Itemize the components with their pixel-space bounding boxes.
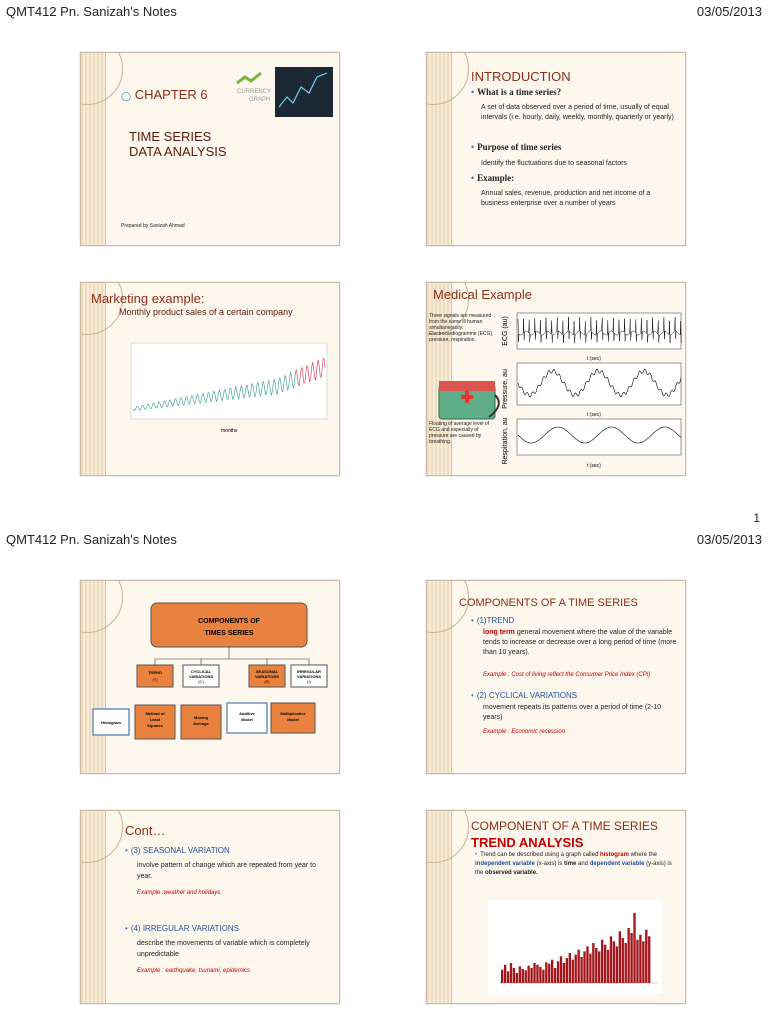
seasonal-heading: • (3) SEASONAL VARIATION	[125, 846, 230, 855]
histogram-bar	[525, 970, 527, 983]
seasonal-text: involve pattern of change which are repeated from year to year.	[137, 862, 316, 880]
histogram-bar	[516, 973, 518, 983]
histogram-bar	[610, 936, 612, 983]
histogram-bar	[536, 965, 538, 983]
question-1: • What is a time series?	[471, 87, 562, 97]
svg-text:Multiplicative: Multiplicative	[280, 711, 306, 716]
histogram-bar	[639, 935, 641, 983]
histogram-bar	[572, 960, 574, 983]
slide-title: TIME SERIES DATA ANALYSIS	[129, 129, 227, 159]
irregular-text: describe the movements of variable which is completely unpredictable	[137, 940, 310, 958]
svg-text:ECG (au): ECG (au)	[502, 316, 509, 346]
svg-text:t (sec): t (sec)	[587, 412, 601, 418]
header-left: QMT412 Pn. Sanizah's Notes	[6, 532, 177, 547]
histogram-bar	[507, 971, 509, 983]
page-number: 1	[753, 511, 760, 525]
histogram-bar	[560, 956, 562, 983]
cyclical-text: movement repeats its patterns over a period of time (2-10 years)	[483, 704, 662, 721]
histogram-bar	[554, 968, 556, 983]
slide-6	[426, 580, 686, 774]
histogram-bar	[533, 963, 535, 983]
histogram-bar	[622, 938, 624, 983]
slide-decor	[81, 53, 106, 245]
cyclical-example: Example : Economic recession	[483, 729, 566, 735]
question-3: • Example:	[471, 173, 515, 183]
histogram-bar	[645, 930, 647, 983]
trend-heading: • (1)TREND	[471, 616, 515, 625]
header-left: QMT412 Pn. Sanizah's Notes	[6, 4, 177, 19]
slide-title: INTRODUCTION	[471, 69, 571, 84]
histogram-bar	[501, 970, 503, 983]
irregular-heading: • (4) IRREGULAR VARIATIONS	[125, 924, 239, 933]
svg-text:t (sec): t (sec)	[587, 356, 601, 362]
histogram-bar	[595, 948, 597, 983]
histogram-description: • Trend can be described using a graph called histogram where the independent variable (x-axis) is time and dependent variable (y-axis) is the observed variable.	[475, 852, 672, 876]
histogram-bar	[604, 945, 606, 983]
histogram-bar	[557, 961, 559, 983]
slide-8	[426, 810, 686, 1004]
chapter-label: ◯ CHAPTER 6	[121, 87, 208, 102]
histogram-bar	[577, 950, 579, 983]
histogram-bar	[545, 962, 547, 983]
histogram-bar	[586, 946, 588, 983]
header-date: 03/05/2013	[696, 532, 762, 547]
first-aid-kit-icon	[435, 375, 505, 423]
svg-text:VARIATIONS: VARIATIONS	[254, 674, 280, 679]
svg-text:SEASONAL: SEASONAL	[255, 669, 279, 674]
histogram-bar	[613, 941, 615, 983]
slide-5	[80, 580, 340, 774]
seasonal-example: Example :weather and holidays	[137, 890, 221, 896]
svg-text:VARIATIONS: VARIATIONS	[296, 674, 322, 679]
slide-2	[426, 52, 686, 246]
histogram-bar	[569, 953, 571, 983]
trend-text: long term general movement where the value of the variable tends to increase or decrease over a long period of time (more than 10 years).	[483, 629, 677, 656]
svg-text:Histogram: Histogram	[101, 720, 121, 725]
svg-text:TREND: TREND	[148, 670, 162, 675]
svg-text:Respiration, au: Respiration, au	[502, 417, 509, 465]
cyclical-heading: • (2) CYCLICAL VARIATIONS	[471, 691, 578, 700]
histogram-bar	[598, 951, 600, 983]
histogram-bar	[648, 936, 650, 983]
author: Prepared by Sanizah Ahmad	[121, 223, 185, 229]
histogram-bar	[566, 958, 568, 983]
slide-subtitle: Monthly product sales of a certain company	[119, 307, 293, 317]
histogram-bar	[592, 943, 594, 983]
histogram-bar	[510, 963, 512, 983]
histogram-bar	[530, 968, 532, 983]
question-2: • Purpose of time series	[471, 142, 562, 152]
trend-example: Example : Cost of living reflect the Consumer Price Index (CPI)	[483, 672, 651, 678]
slide-title: Marketing example:	[91, 291, 205, 306]
svg-text:(I): (I)	[307, 679, 311, 684]
histogram-bar	[616, 946, 618, 983]
histogram-bar	[625, 943, 627, 983]
svg-text:(S): (S)	[264, 679, 270, 684]
histogram-bar	[633, 913, 635, 983]
irregular-example: Example : earthquake, tsunami, epidemics	[137, 968, 251, 974]
histogram-bar	[583, 951, 585, 983]
header-date: 03/05/2013	[696, 4, 762, 19]
medical-text-2: Floating of average level of ECG and especially of pressure are caused by breathing.	[429, 421, 490, 445]
svg-text:(C): (C)	[198, 679, 204, 684]
svg-text:Squares: Squares	[147, 723, 163, 728]
histogram-bar	[548, 964, 550, 983]
currency-graph-image	[235, 67, 333, 117]
svg-text:Model: Model	[241, 717, 253, 722]
slide-7	[80, 810, 340, 1004]
slide-title: Cont…	[125, 823, 166, 838]
sales-line-chart	[117, 339, 331, 435]
svg-text:Moving: Moving	[194, 715, 208, 720]
histogram-bar	[504, 965, 506, 983]
svg-text:IRREGULAR: IRREGULAR	[297, 669, 321, 674]
histogram-bar	[607, 950, 609, 983]
histogram-bar	[527, 966, 529, 983]
histogram-bar	[539, 967, 541, 983]
histogram-bar	[601, 940, 603, 983]
svg-text:Model: Model	[287, 717, 299, 722]
histogram-bar	[522, 969, 524, 983]
histogram-bar	[551, 960, 553, 983]
slide-title: COMPONENTS OF A TIME SERIES	[459, 597, 638, 609]
histogram-bar	[630, 933, 632, 983]
histogram-bar	[636, 940, 638, 983]
histogram-bar	[519, 966, 521, 983]
histogram-bar	[563, 963, 565, 983]
slide-3	[80, 282, 340, 476]
svg-text:Additive: Additive	[239, 711, 255, 716]
trend-histogram	[487, 899, 663, 995]
svg-text:GRAPH: GRAPH	[249, 97, 271, 103]
slide-4	[426, 282, 686, 476]
answer-3: Annual sales, revenue, production and net income of a business enterprise over a number of years	[481, 190, 651, 207]
histogram-bar	[542, 970, 544, 983]
svg-text:COMPONENTS OF: COMPONENTS OF	[198, 618, 260, 625]
svg-text:Pressure, au: Pressure, au	[502, 369, 509, 409]
answer-2: Identify the fluctuations due to seasonal factors	[481, 160, 627, 167]
svg-text:Least: Least	[149, 717, 161, 722]
histogram-bar	[513, 968, 515, 983]
components-diagram	[81, 581, 339, 773]
histogram-bar	[575, 955, 577, 983]
histogram-bar	[589, 954, 591, 983]
histogram-bar	[627, 928, 629, 983]
svg-text:VARIATIONS: VARIATIONS	[188, 674, 214, 679]
slide-subtitle: TREND ANALYSIS	[471, 835, 584, 850]
svg-text:t (sec): t (sec)	[587, 463, 601, 469]
medical-text-1: Three signals are measured from the same ill human simultaneously: Electrocardiogramme (ECG), pressure, respiration.	[429, 313, 494, 343]
histogram-bar	[619, 931, 621, 983]
slide-1	[80, 52, 340, 246]
slide-title: COMPONENT OF A TIME SERIES	[471, 819, 658, 833]
svg-text:TIMES SERIES: TIMES SERIES	[204, 630, 254, 637]
ecg-signal-chart	[497, 311, 683, 473]
svg-text:months: months	[221, 428, 238, 434]
slide-title: Medical Example	[433, 287, 532, 302]
histogram-bar	[580, 957, 582, 983]
svg-text:(T): (T)	[152, 677, 158, 682]
svg-text:CURRENCY: CURRENCY	[237, 89, 272, 95]
svg-text:Method of: Method of	[145, 711, 165, 716]
svg-text:Average: Average	[193, 721, 209, 726]
svg-text:CYCLICAL: CYCLICAL	[190, 669, 212, 674]
histogram-bar	[642, 941, 644, 983]
answer-1: A set of data observed over a period of time, usually of equal intervals (i.e. hourly, daily, weekly, monthly, quarterly or yearly)	[481, 104, 674, 121]
